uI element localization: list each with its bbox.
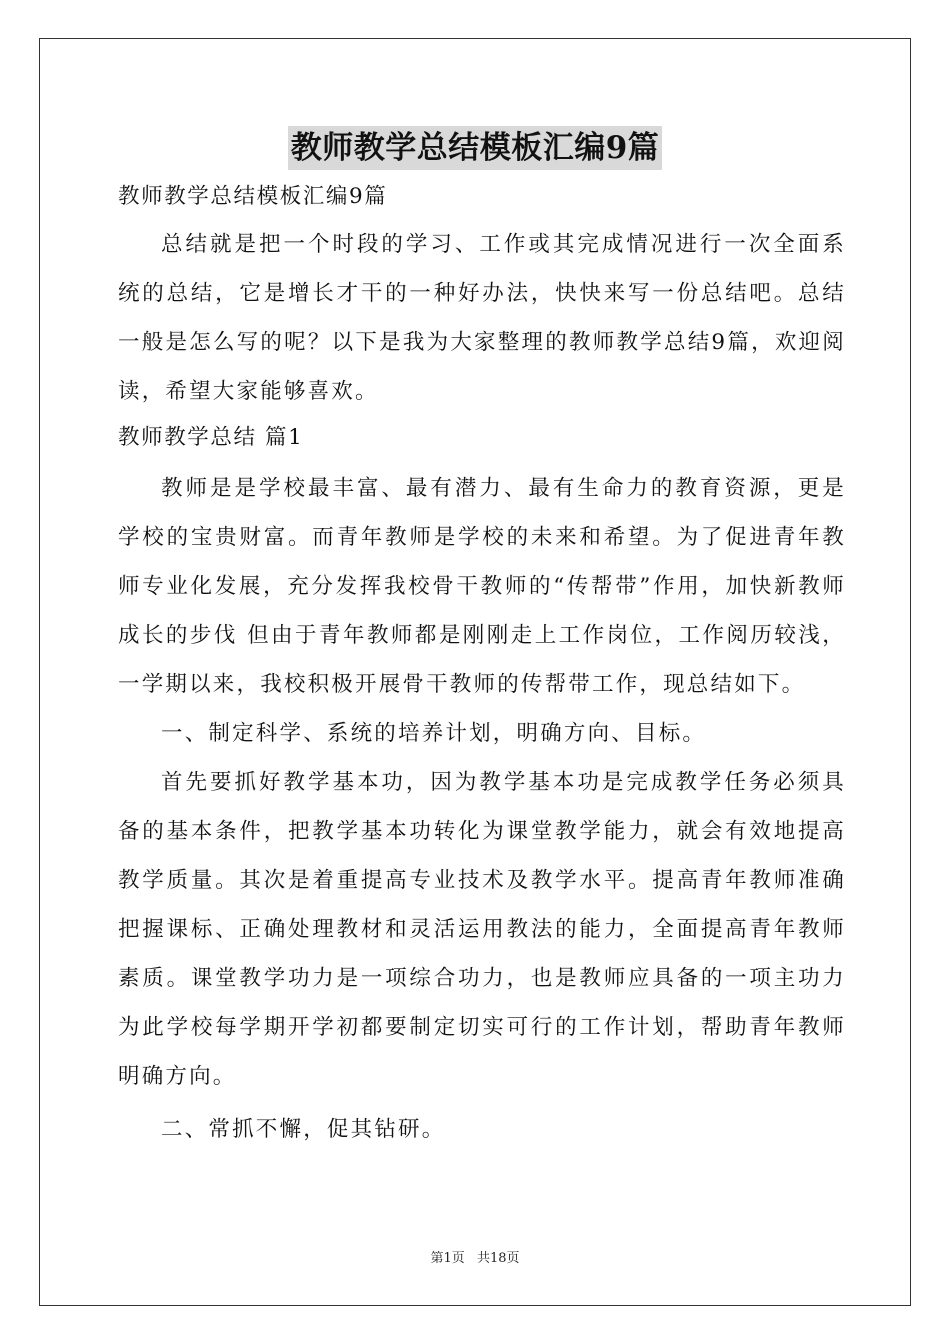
document-title: 教师教学总结模板汇编9篇 [288, 126, 663, 170]
page-footer [0, 1247, 950, 1266]
body-paragraph-3: 首先要抓好教学基本功，因为教学基本功是完成教学任务必须具备的基本条件，把教学基本功转化为课堂教学能力，就会有效地提高教学质量。其次是着重提高专业技术及教学水平。提高青年教师准确把握课标、正确处理教材和灵活运用教法的能力，全面提高青年教师素质。课堂教学功力是一项综合功力，也是教师应具备的一项主功力为此学校每学期开学初都要制定切实可行的工作计划，帮助青年教师明确方向。 [118, 770, 846, 1089]
body-paragraph-1: 教师是是学校最丰富、最有潜力、最有生命力的教育资源，更是学校的宝贵财富。而青年教师是学校的未来和希望。为了促进青年教师专业化发展，充分发挥我校骨干教师的“传帮带”作用，加快新教师成长的步伐 但由于青年教师都是刚刚走上工作岗位，工作阅历较浅，一学期以来，我校积极开展骨干教师的传帮带工作，现总结如下。 [118, 476, 846, 697]
page-number: 第1页 [430, 1251, 465, 1266]
page-total: 共18页 [476, 1251, 520, 1266]
section-heading: 教师教学总结 篇1 [118, 425, 304, 450]
body-paragraph-2: 一、制定科学、系统的培养计划，明确方向、目标。 [161, 721, 707, 746]
document-subtitle: 教师教学总结模板汇编9篇 [118, 184, 388, 209]
document-body [118, 180, 846, 1154]
body-paragraph-4: 二、常抓不懈，促其钻研。 [161, 1117, 446, 1142]
title-container [0, 126, 950, 170]
intro-paragraph: 总结就是把一个时段的学习、工作或其完成情况进行一次全面系统的总结，它是增长才干的一种好办法，快快来写一份总结吧。总结一般是怎么写的呢？以下是我为大家整理的教师教学总结9篇，欢迎阅读，希望大家能够喜欢。 [118, 232, 846, 404]
